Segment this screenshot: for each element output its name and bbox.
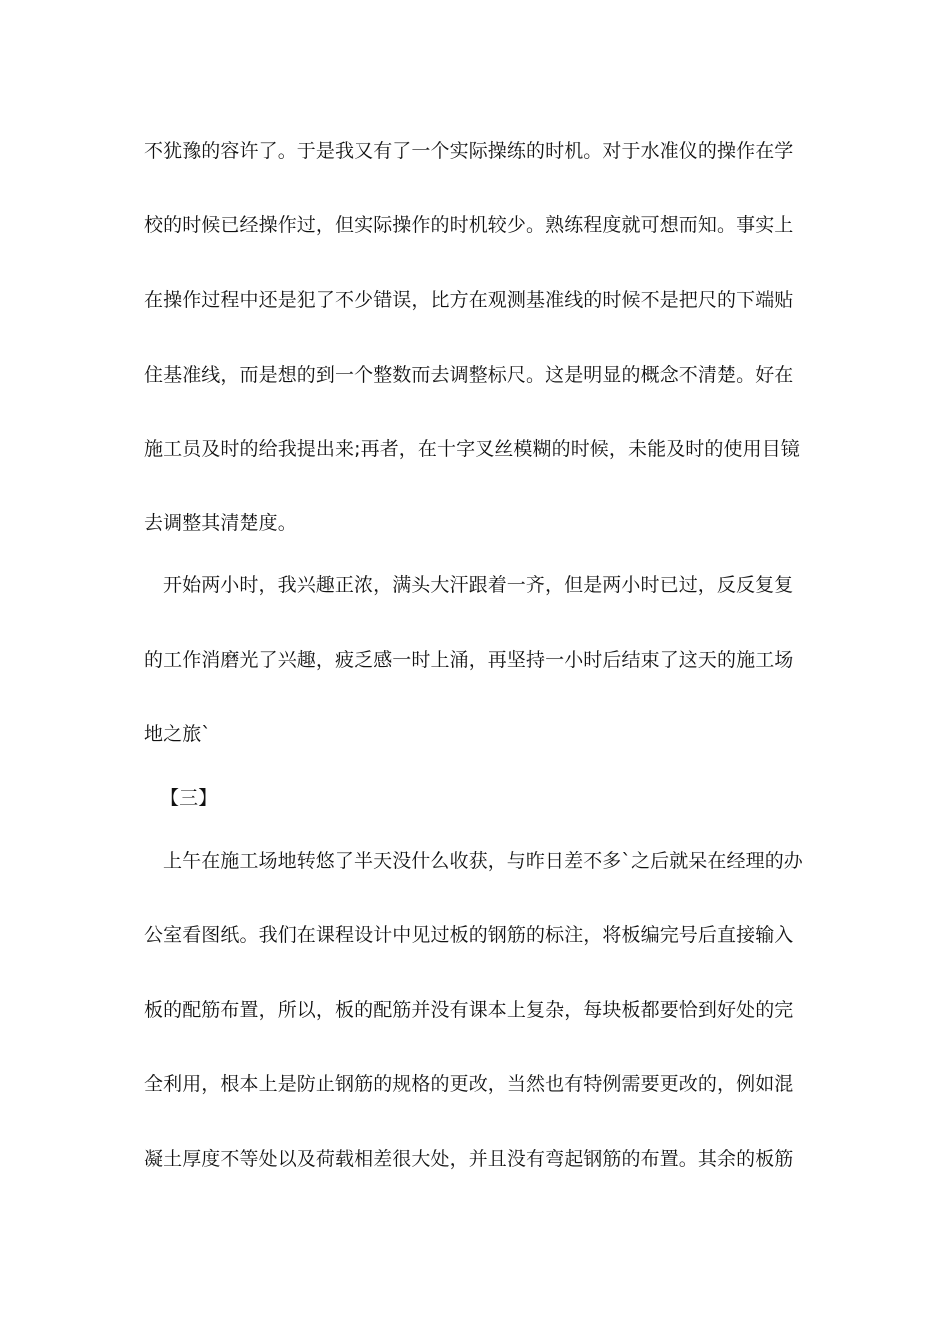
text-line: 地之旅` (144, 723, 211, 745)
paragraph-first-line: 上午在施工场地转悠了半天没什么收获，与昨日差不多`之后就呆在经理的办 (163, 850, 803, 872)
text-line: 校的时候已经操作过，但实际操作的时机较少。熟练程度就可想而知。事实上 (144, 214, 794, 236)
text-line: 板的配筋布置，所以，板的配筋并没有课本上复杂，每块板都要恰到好处的完 (144, 999, 794, 1021)
paragraph-first-line: 开始两小时，我兴趣正浓，满头大汗跟着一齐，但是两小时已过，反反复复 (163, 574, 794, 596)
text-line: 施工员及时的给我提出来;再者，在十字叉丝模糊的时候，未能及时的使用目镜 (144, 438, 800, 460)
text-line: 在操作过程中还是犯了不少错误，比方在观测基准线的时候不是把尺的下端贴 (144, 289, 794, 311)
text-line: 凝土厚度不等处以及荷载相差很大处，并且没有弯起钢筋的布置。其余的板筋 (144, 1148, 794, 1170)
section-heading: 【三】 (160, 787, 218, 809)
text-line: 的工作消磨光了兴趣，疲乏感一时上涌，再坚持一小时后结束了这天的施工场 (144, 649, 794, 671)
text-line: 不犹豫的容许了。于是我又有了一个实际操练的时机。对于水准仪的操作在学 (144, 140, 794, 162)
text-line: 住基准线，而是想的到一个整数而去调整标尺。这是明显的概念不清楚。好在 (144, 364, 794, 386)
text-line: 公室看图纸。我们在课程设计中见过板的钢筋的标注，将板编完号后直接输入 (144, 924, 794, 946)
text-line: 全利用，根本上是防止钢筋的规格的更改，当然也有特例需要更改的，例如混 (144, 1073, 794, 1095)
text-line: 去调整其清楚度。 (144, 512, 297, 534)
